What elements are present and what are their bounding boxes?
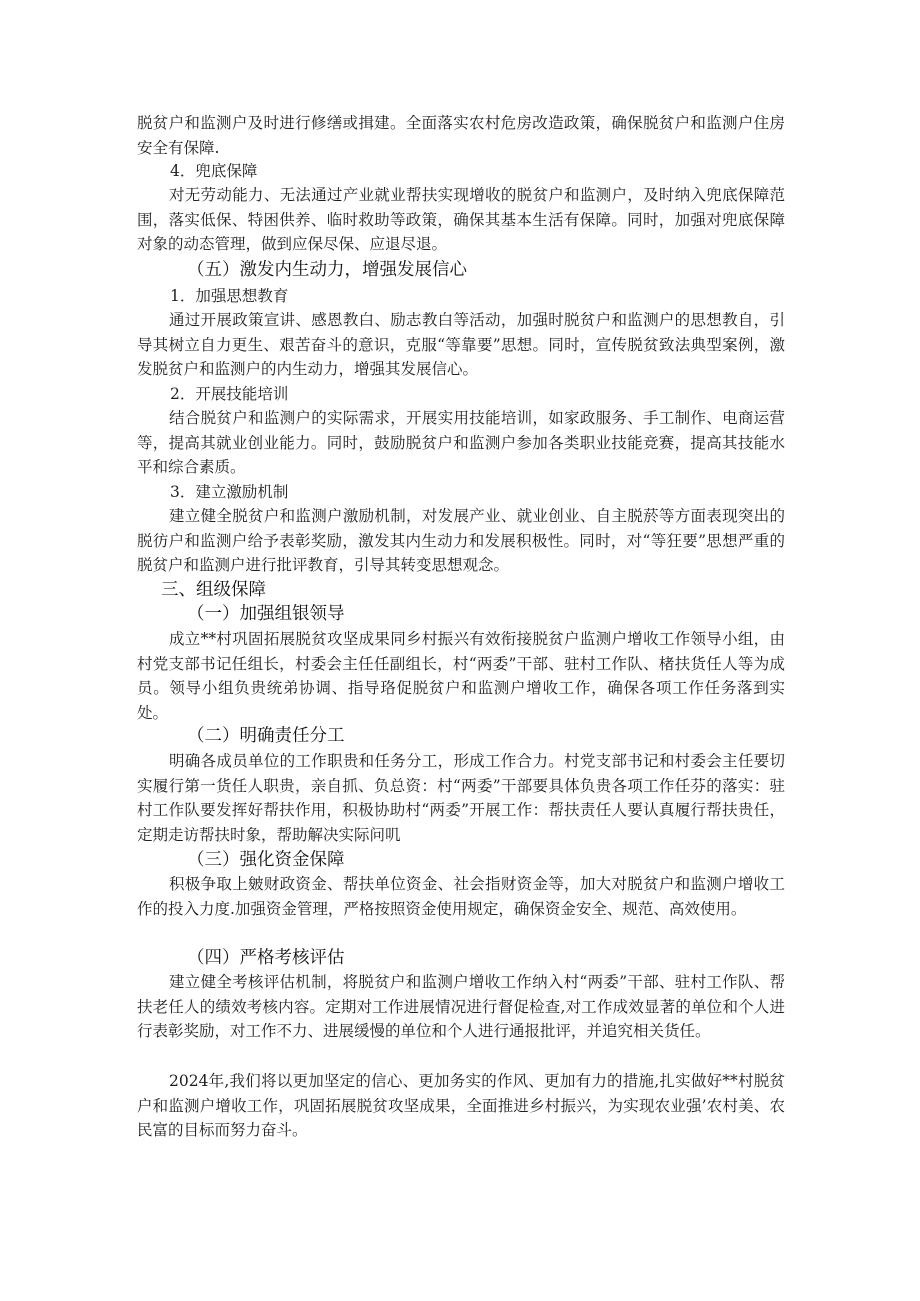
section-heading-g4: （四）严格考核评估 [187, 948, 345, 968]
subsection-title-4: 4．兜底保障 [170, 162, 258, 180]
subsection-title-5-3: 3．建立激励机制 [170, 483, 289, 501]
section-heading-g3: （三）强化资金保障 [187, 850, 345, 870]
closing-paragraph: 2024年,我们将以更加坚定的信心、更加务实的作风、更加有力的措施,扎实做好**村脱贫户和监测户增收工作，巩固拓展脱贫攻坚成果，全面推进乡村振兴，为实现农业强’农村美、农民富的目标而努力奋斗。 [137, 1072, 785, 1140]
subsection-body-5-3: 建立健全脱贫户和监测户激励机制，对发展产业、就业创业、自主脱菸等方面表现突出的脱彷户和监测户给予表彰奖励，激发其内生动力和发展积极性。同时，对“等狂要”思想严重的脱贫户和监测户进行批评教育，引导其转变思想观念。 [137, 507, 785, 575]
subsection-body-4: 对无劳动能力、无法通过产业就业帮扶实现增收的脱贫户和监测户，及时纳入兜底保障范围，落实低保、特困供养、临时救助等政策，确保其基本生活有保障。同时，加强对兜底保障对象的动态管理，做到应保尽保、应退尽退。 [137, 186, 785, 254]
section-heading-5: （五）激发内生动力，增强发展信心 [187, 260, 467, 280]
subsection-body-5-2: 结合脱贫户和监测户的实际需求，开展实用技能培训，如家政服务、手工制作、电商运营等，提高其就业创业能力。同时，鼓励脱贫户和监测户参加各类职业技能竞赛，提高其技能水平和综合素质。 [137, 409, 785, 477]
section-heading-g1: （一）加强组银领导 [187, 604, 345, 624]
chapter-heading-3: 三、组级保障 [161, 580, 266, 600]
section-body-g4: 建立健全考核评估机制，将脱贫户和监测户增收工作纳入村“两委”干部、驻村工作队、帮扶老任人的绩效考核内容。定期对工作进展情况进行督促检查,对工作成效显著的单位和个人进行表彰奖励，对工作不力、进展缓慢的单位和个人进行通报批评，并追究相关货任。 [137, 973, 785, 1041]
subsection-title-5-1: 1．加强思想教育 [170, 287, 289, 305]
section-body-g1: 成立**村巩固拓展脱贫攻坚成果同乡村振兴有效衔接脱贫户监测户增收工作领导小组，由村党支部书记任组长，村委会主任任副组长，村“两委”干部、驻村工作队、楮扶货任人等为成员。领导小组负贵统弟协调、指导珞促脱贫户和监测户增收工作，确保各项工作任务落到实处。 [137, 630, 785, 722]
subsection-title-5-2: 2．开展技能培训 [170, 385, 289, 403]
section-heading-g2: （二）明确责任分工 [187, 726, 345, 746]
section-body-g3: 积极争取上皴财政资金、帮扶单位资金、社会指财资金等，加大对脱贫户和监测户增收工作的投入力度.加强资金管理，严格按照资金使用规定，确保资金安全、规范、高效使用。 [137, 875, 785, 918]
section-body-g2: 明确各成员单位的工作职贵和任务分工，形成工作合力。村党支部书记和村委会主任要切实履行第一货任人职贵，亲自抓、负总资：村“两委”干部要具体负贵各项工作任芬的落实：驻村工作队要发挥好帮扶作用，积极协助村“两委”开展工作：帮扶责任人要认真履行帮扶贵任，定期走访帮扶时象，帮助解决实际问叽 [137, 752, 785, 844]
subsection-body-5-1: 通过开展政策宣讲、感恩教白、励志教白等活动，加强时脱贫户和监测户的思想教自，引导其树立自力更生、艰苦奋斗的意识，克服“等靠要”思想。同时，宣传脱贫致法典型案例，激发脱贫户和监测户的内生动力，增强其发展信心。 [137, 311, 785, 379]
intro-paragraph: 脱贫户和监测户及时进行修缮或揖建。全面落实农村危房改造政策，确保脱贫户和监测户住房安全有保障. [137, 114, 785, 157]
